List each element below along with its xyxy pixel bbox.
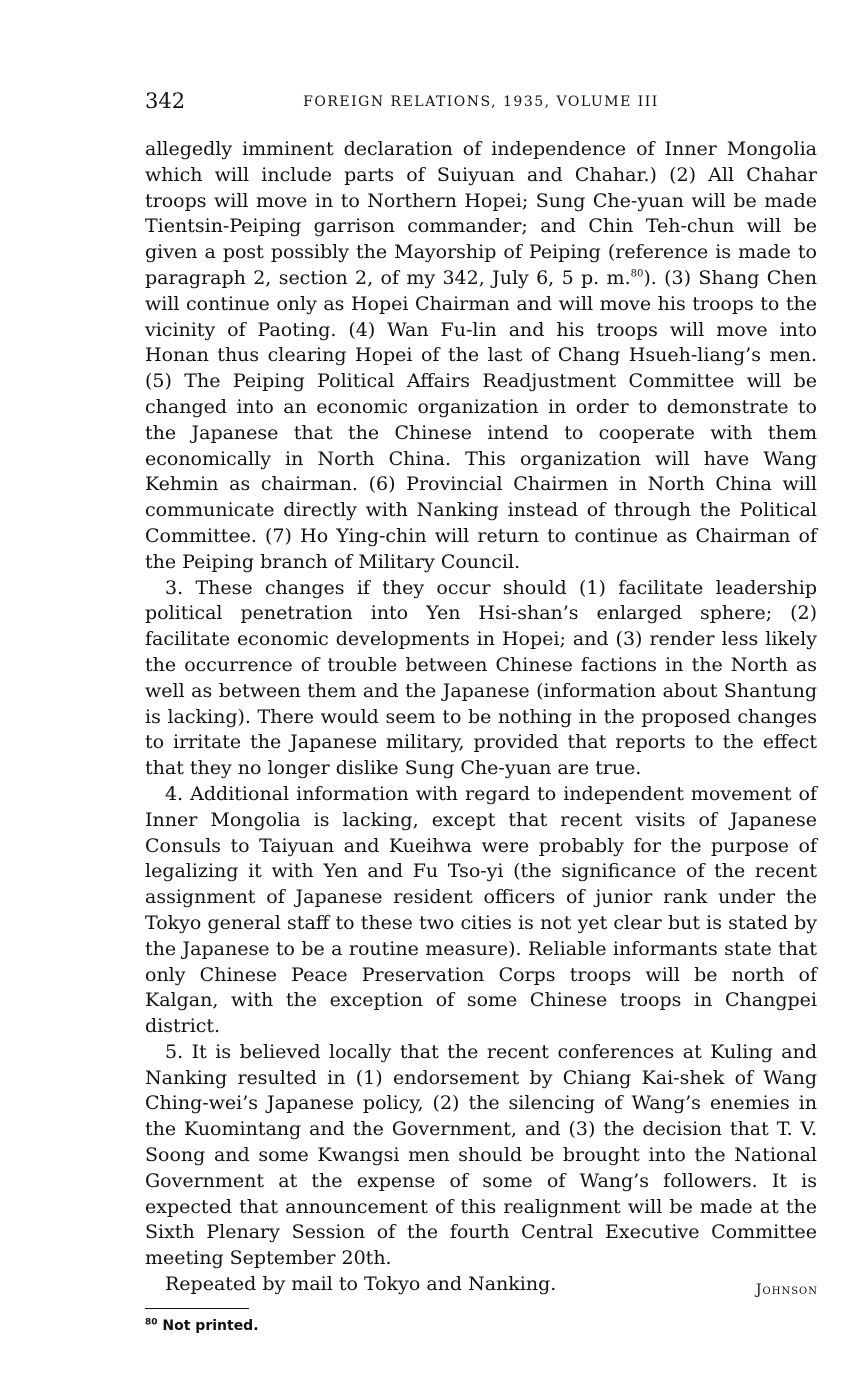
signature: Johnson — [755, 1282, 818, 1298]
footnote-divider — [145, 1308, 249, 1309]
paragraph-text: allegedly imminent declaration of independence of Inner Mongolia which will include parts of Suiyuan and Chahar.) (2) All Chahar troops will move in to Northern Hopei; Sung Che-yuan will be made Tientsin-Peiping garrison commander; and Chin Teh-chun will be given a post possibly the Mayorship of Peiping (reference is made to paragraph 2, section 2, of my 342, July 6, 5 p. m. — [145, 138, 817, 289]
footnote-marker: 80 — [145, 1317, 158, 1328]
paragraph-continuation — [145, 137, 817, 576]
paragraph-text: ). (3) Shang Chen will continue only as Hopei Chairman and will move his troops to the vicinity of Paoting. (4) Wan Fu-lin and his troops will move into Honan thus clearing Hopei of the last of Chang Hsueh-liang’s men. (5) The Peiping Political Affairs Readjustment Committee will be changed into an economic organization in order to demonstrate to the Japanese that the Chinese intend to cooperate with them economically in North China. This organization will have Wang Kehmin as chairman. (6) Provincial Chairmen in North China will communicate directly with Nanking instead of through the Political Committee. (7) Ho Ying-chin will return to continue as Chairman of the Peiping branch of Military Council. — [145, 266, 817, 573]
paragraph-4: 4. Additional information with regard to independent movement of Inner Mongolia is lacking, except that recent visits of Japanese Consuls to Taiyuan and Kueihwa were probably for the purpose of legalizing it with Yen and Fu Tso-yi (the significance of the recent assignment of Japanese resident officers of junior rank under the Tokyo general staff to these two cities is not yet clear but is stated by the Japanese to be a routine measure). Reliable informants state that only Chinese Peace Preservation Corps troops will be north of Kalgan, with the exception of some Chinese troops in Changpei district. — [145, 782, 817, 1038]
footnote-text: Not printed. — [162, 1318, 259, 1334]
paragraph-5: 5. It is believed locally that the recent conferences at Kuling and Nanking resulted in (1) endorsement by Chiang Kai-shek of Wang Ching-wei’s Japanese policy, (2) the silencing of Wang’s enemies in the Kuomintang and the Government, and (3) the decision that T. V. Soong and some Kwangsi men should be brought into the National Government at the expense of some of Wang’s followers. It is expected that announcement of this realignment will be made at the Sixth Plenary Session of the fourth Central Executive Committee meeting September 20th. — [145, 1040, 817, 1270]
closing-line: Repeated by mail to Tokyo and Nanking. — [165, 1273, 557, 1296]
footnote-reference: 80 — [630, 268, 644, 280]
running-head: FOREIGN RELATIONS, 1935, VOLUME III — [303, 94, 659, 110]
document-body — [145, 137, 817, 1298]
footnote — [145, 1318, 259, 1334]
paragraph-3: 3. These changes if they occur should (1) facilitate leadership political penetration into Yen Hsi-shan’s enlarged sphere; (2) facilitate economic developments in Hopei; and (3) render less likely the occurrence of trouble between Chinese factions in the North as well as between them and the Japanese (information about Shantung is lacking). There would seem to be nothing in the proposed changes to irritate the Japanese military, provided that reports to the effect that they no longer dislike Sung Che-yuan are true. — [145, 576, 817, 780]
page-header — [145, 86, 817, 116]
page-number: 342 — [145, 89, 186, 113]
